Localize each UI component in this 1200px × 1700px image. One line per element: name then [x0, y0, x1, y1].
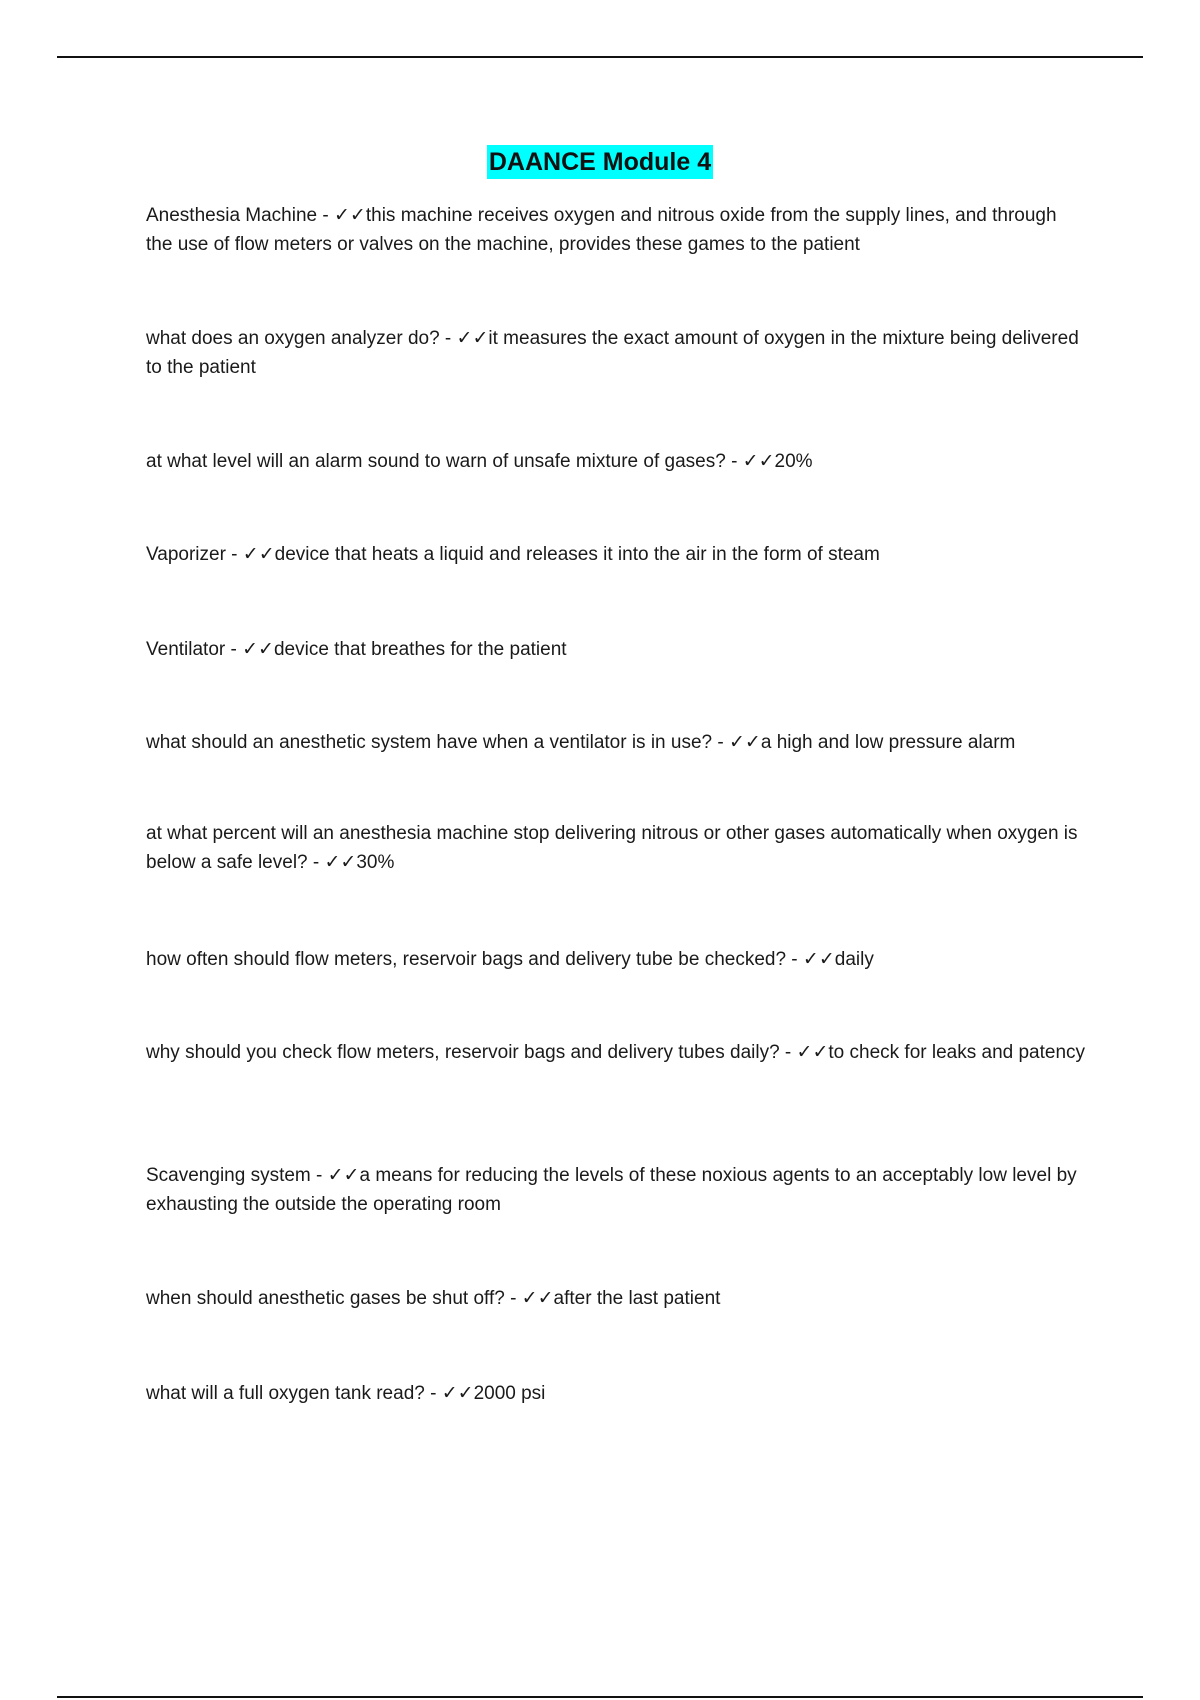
qa-term: Anesthesia Machine: [146, 205, 318, 226]
check-separator: - ✓✓: [307, 852, 357, 873]
check-separator: - ✓✓: [712, 732, 761, 753]
qa-definition: device that heats a liquid and releases it into the air in the form of steam: [274, 544, 880, 565]
qa-term: why should you check flow meters, reservoir bags and delivery tubes daily?: [146, 1042, 780, 1063]
check-separator: - ✓✓: [439, 328, 489, 349]
qa-definition: a high and low pressure alarm: [760, 732, 1016, 753]
qa-term: what will a full oxygen tank read?: [146, 1383, 425, 1404]
top-rule: [57, 56, 1143, 58]
qa-item: [146, 728, 1086, 757]
check-separator: - ✓✓: [225, 544, 275, 565]
check-separator: - ✓✓: [779, 1042, 829, 1063]
qa-item: [146, 1161, 1086, 1219]
qa-item: [146, 324, 1086, 382]
check-separator: - ✓✓: [725, 451, 775, 472]
qa-item: [146, 1038, 1086, 1067]
qa-item: [146, 447, 1086, 476]
qa-term: what should an anesthetic system have when a ventilator is in use?: [146, 732, 713, 753]
qa-definition: it measures the exact amount of oxygen in the mixture being delivered to the patient: [146, 328, 1079, 378]
qa-definition: to check for leaks and patency: [828, 1042, 1086, 1063]
check-separator: - ✓✓: [424, 1383, 474, 1404]
qa-definition: 30%: [356, 852, 395, 873]
qa-definition: this machine receives oxygen and nitrous oxide from the supply lines, and through the use of flow meters or valves on the machine, provides these games to the patient: [146, 205, 1057, 255]
qa-item: [146, 819, 1086, 877]
qa-term: Ventilator: [146, 639, 226, 660]
check-separator: - ✓✓: [310, 1165, 360, 1186]
qa-definition: a means for reducing the levels of these noxious agents to an acceptably low level by exhausting the outside the operating room: [146, 1165, 1077, 1215]
qa-item: [146, 201, 1086, 259]
qa-definition: device that breathes for the patient: [273, 639, 567, 660]
qa-definition: 20%: [774, 451, 813, 472]
qa-definition: after the last patient: [553, 1288, 721, 1309]
qa-item: [146, 540, 1086, 569]
qa-item: [146, 635, 1086, 664]
document-title: DAANCE Module 4: [487, 145, 713, 179]
qa-term: at what level will an alarm sound to warn of unsafe mixture of gases?: [146, 451, 726, 472]
qa-definition: daily: [834, 949, 874, 970]
qa-term: when should anesthetic gases be shut off?: [146, 1288, 505, 1309]
qa-term: what does an oxygen analyzer do?: [146, 328, 440, 349]
check-separator: - ✓✓: [317, 205, 366, 226]
qa-term: how often should flow meters, reservoir bags and delivery tube be checked?: [146, 949, 787, 970]
qa-term: Vaporizer: [146, 544, 226, 565]
bottom-rule: [57, 1696, 1143, 1698]
check-separator: - ✓✓: [504, 1288, 554, 1309]
qa-term: at what percent will an anesthesia machine stop delivering nitrous or other gases automatically when oxygen is below a safe level?: [146, 823, 1078, 873]
check-separator: - ✓✓: [786, 949, 835, 970]
qa-definition: 2000 psi: [473, 1383, 546, 1404]
title-container: [0, 145, 1200, 179]
check-separator: - ✓✓: [225, 639, 274, 660]
qa-term: Scavenging system: [146, 1165, 311, 1186]
qa-item: [146, 1284, 1086, 1313]
qa-item: [146, 1379, 1086, 1408]
qa-item: [146, 945, 1086, 974]
